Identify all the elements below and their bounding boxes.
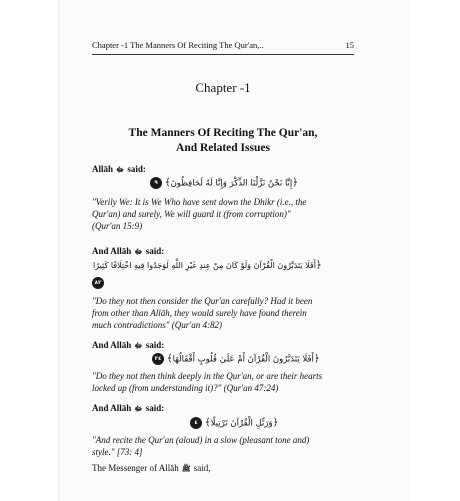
translation-line: "And recite the Qur'an (aloud) in a slow (pleasant tone and) — [92, 435, 310, 445]
arabic-verse-text: أَفَلَا يَتَدَبَّرُونَ الْقُرْآنَ أَمْ عَلَىٰ قُلُوبٍ أَقْفَالُهَا — [172, 354, 314, 365]
honorific-glyph: ﷻ — [134, 248, 143, 256]
arabic-verse-1 — [150, 177, 298, 189]
arabic-verse-2 — [93, 260, 322, 271]
intro-said: said: — [145, 246, 165, 256]
verse-bracket-open: ﴿ — [313, 353, 320, 365]
section-title-line1: The Manners Of Reciting The Qur'an, — [128, 127, 318, 139]
quote-intro-2 — [92, 245, 354, 258]
verse-bracket-close: ﴾ — [166, 353, 173, 365]
intro-said: said: — [145, 340, 165, 350]
intro-name: The Messenger of Allāh — [92, 463, 179, 473]
translation-3 — [92, 370, 354, 394]
honorific-glyph: ﷻ — [134, 342, 143, 350]
translation-line: "Verily We: It is We Who have sent down the Dhikr (i.e., the — [92, 197, 307, 207]
verse-reference: (Qur'an 15:9) — [92, 221, 143, 231]
translation-line: "Do they not then think deeply in the Qur'an, or are their hearts — [92, 371, 323, 381]
header-rule — [92, 54, 354, 55]
verse-bracket-close: ﴾ — [204, 417, 211, 429]
arabic-verse-4 — [190, 417, 278, 429]
intro-said: said: — [145, 403, 165, 413]
intro-said: said: — [127, 164, 146, 174]
intro-name: And Allāh — [92, 246, 132, 256]
ayah-number-marker: ٨٢ — [92, 277, 104, 289]
ayah-number-marker: ٢٤ — [152, 353, 164, 365]
verse-bracket-open: ﴿ — [292, 177, 299, 189]
translation-2 — [92, 295, 354, 331]
ayah-number-marker: ٤ — [190, 417, 202, 429]
honorific-glyph: ﷺ — [181, 465, 191, 473]
intro-name: And Allāh — [92, 403, 132, 413]
arabic-verse-2-end — [92, 277, 104, 289]
section-title — [92, 126, 354, 156]
translation-line: from other than Allāh, they would surely have found therein — [92, 308, 307, 318]
translation-line: "Do they not then consider the Qur'an carefully? Had it been — [92, 296, 313, 306]
quote-intro-1 — [92, 163, 354, 176]
translation-line: locked up (from understanding it)?" (Qur'an 47:24) — [92, 383, 279, 393]
arabic-verse-text: أَفَلَا يَتَدَبَّرُونَ الْقُرْآنَ وَلَوْ كَانَ مِنْ عِندِ غَيْرِ اللَّهِ لَوَجَدُوا فِيهِ اخْتِلَافًا كَثِيرًا — [93, 261, 316, 270]
page-number: 15 — [345, 40, 354, 50]
quote-intro-3 — [92, 339, 354, 352]
intro-name: Allāh — [92, 164, 114, 174]
running-title: Chapter -1 The Manners Of Reciting The Qur'an,.. — [92, 40, 264, 50]
chapter-label: Chapter -1 — [195, 80, 251, 95]
verse-bracket-close: ﴾ — [164, 177, 171, 189]
honorific-glyph: ﷻ — [134, 405, 143, 413]
honorific-glyph: ﷻ — [116, 166, 125, 174]
verse-bracket-open: ﴿ — [315, 260, 322, 271]
running-header — [92, 40, 354, 50]
quote-intro-4 — [92, 402, 354, 415]
page-gutter-shadow — [58, 0, 60, 501]
ayah-number-marker: ٩ — [150, 177, 162, 189]
verse-bracket-open: ﴿ — [272, 417, 279, 429]
section-title-line2: And Related Issues — [176, 142, 270, 154]
translation-line: style." [73: 4] — [92, 447, 143, 457]
arabic-verse-text: وَرَتِّلِ الْقُرْآنَ تَرْتِيلًا — [210, 418, 273, 429]
translation-1 — [92, 196, 354, 232]
intro-name: And Allāh — [92, 340, 132, 350]
arabic-verse-text: إِنَّا نَحْنُ نَزَّلْنَا الذِّكْرَ وَإِنَّا لَهُ لَحَافِظُونَ — [170, 178, 293, 189]
arabic-verse-3 — [152, 353, 320, 365]
translation-4 — [92, 434, 354, 458]
closing-intro — [92, 462, 354, 475]
translation-line: Qur'an) and surely, We will guard it (from corruption)" — [92, 209, 291, 219]
translation-line: much contradictions" (Qur'an 4:82) — [92, 320, 222, 330]
intro-said: said, — [193, 463, 211, 473]
